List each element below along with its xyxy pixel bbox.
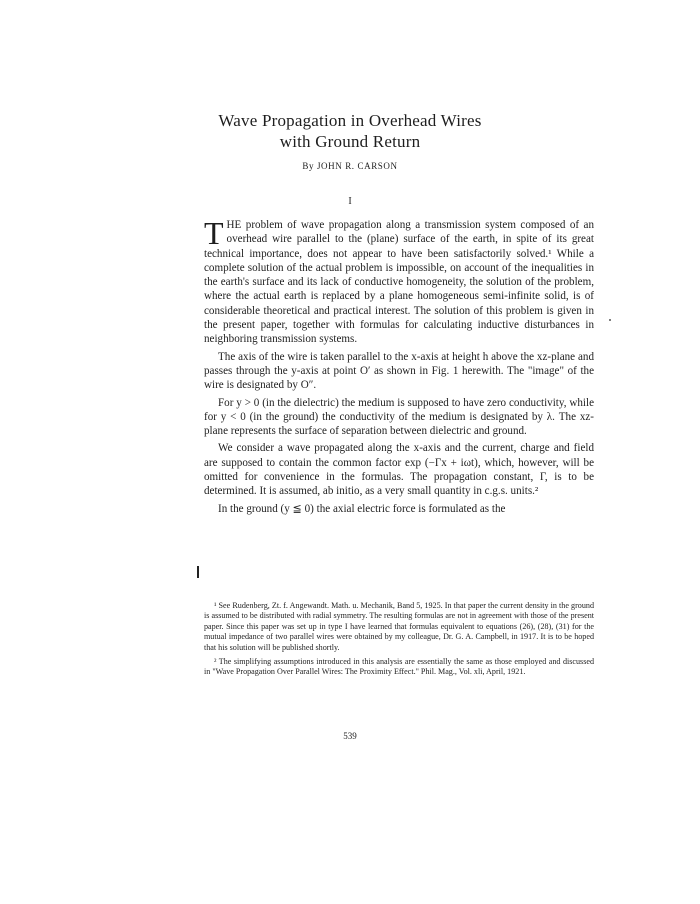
- footnotes: [204, 601, 594, 678]
- page-number: 539: [343, 731, 357, 741]
- paper-title-line-1: Wave Propagation in Overhead Wires: [218, 111, 482, 130]
- paragraph-2: The axis of the wire is taken parallel to the x-axis at height h above the xz-plane and passes through the y-axis at point O′ as shown in Fig. 1 herewith. The "image" of the wire is designated by O″.: [204, 350, 594, 392]
- drop-cap: T: [204, 215, 224, 251]
- paper-title-line-2: with Ground Return: [279, 132, 421, 151]
- paragraph-1-text: HE problem of wave propagation along a transmission system composed of an overhead wire parallel to the (plane) surface of the earth, in spite of its great technical importance, does not appear to have been satisfactorily solved.¹ While a complete solution of the actual problem is impossible, on account of the inequalities in the earth's surface and its lack of conductive homogeneity, the solution of the problem, where the actual earth is replaced by a plane homogeneous semi-infinite solid, is of considerable theoretical and practical interest. The solution of this problem is given in the present paper, together with formulas for calculating inductive disturbances in neighboring transmission systems.: [204, 219, 594, 346]
- paragraph-1: [204, 215, 594, 347]
- margin-mark: [197, 566, 199, 578]
- section-number: I: [348, 196, 352, 207]
- author-byline: By JOHN R. CARSON: [302, 161, 398, 171]
- paragraph-4: We consider a wave propagated along the x-axis and the current, charge and field are supposed to contain the common factor exp (−Γx + iωt), which, however, will be omitted for convenience in the formulas. The propagation constant, Γ, is to be determined. It is assumed, ab initio, as a very small quantity in c.g.s. units.²: [204, 442, 594, 498]
- paragraph-3: For y > 0 (in the dielectric) the medium is supposed to have zero conductivity, while for y < 0 (in the ground) the conductivity of the medium is designated by λ. The xz-plane represents the surface of separation between dielectric and ground.: [204, 396, 594, 438]
- footnote-1: ¹ See Rudenberg, Zt. f. Angewandt. Math. u. Mechanik, Band 5, 1925. In that paper the current density in the ground is assumed to be distributed with radial symmetry. The resulting formulas are not in agreement with those of the present paper. Since this paper was set up in type I have learned that formulas equivalent to equations (26), (28), (31) for the mutual impedance of two parallel wires were obtained by my colleague, Dr. G. A. Campbell, in 1917. It is to be hoped that his solution will be published shortly.: [204, 601, 594, 652]
- margin-speck: [609, 319, 611, 321]
- footnote-2: ² The simplifying assumptions introduced in this analysis are essentially the same as those employed and discussed in "Wave Propagation Over Parallel Wires: The Proximity Effect." Phil. Mag., Vol. xli, April, 1921.: [204, 657, 594, 677]
- body-text: [204, 215, 594, 516]
- paragraph-5: In the ground (y ≦ 0) the axial electric force is formulated as the: [218, 502, 506, 515]
